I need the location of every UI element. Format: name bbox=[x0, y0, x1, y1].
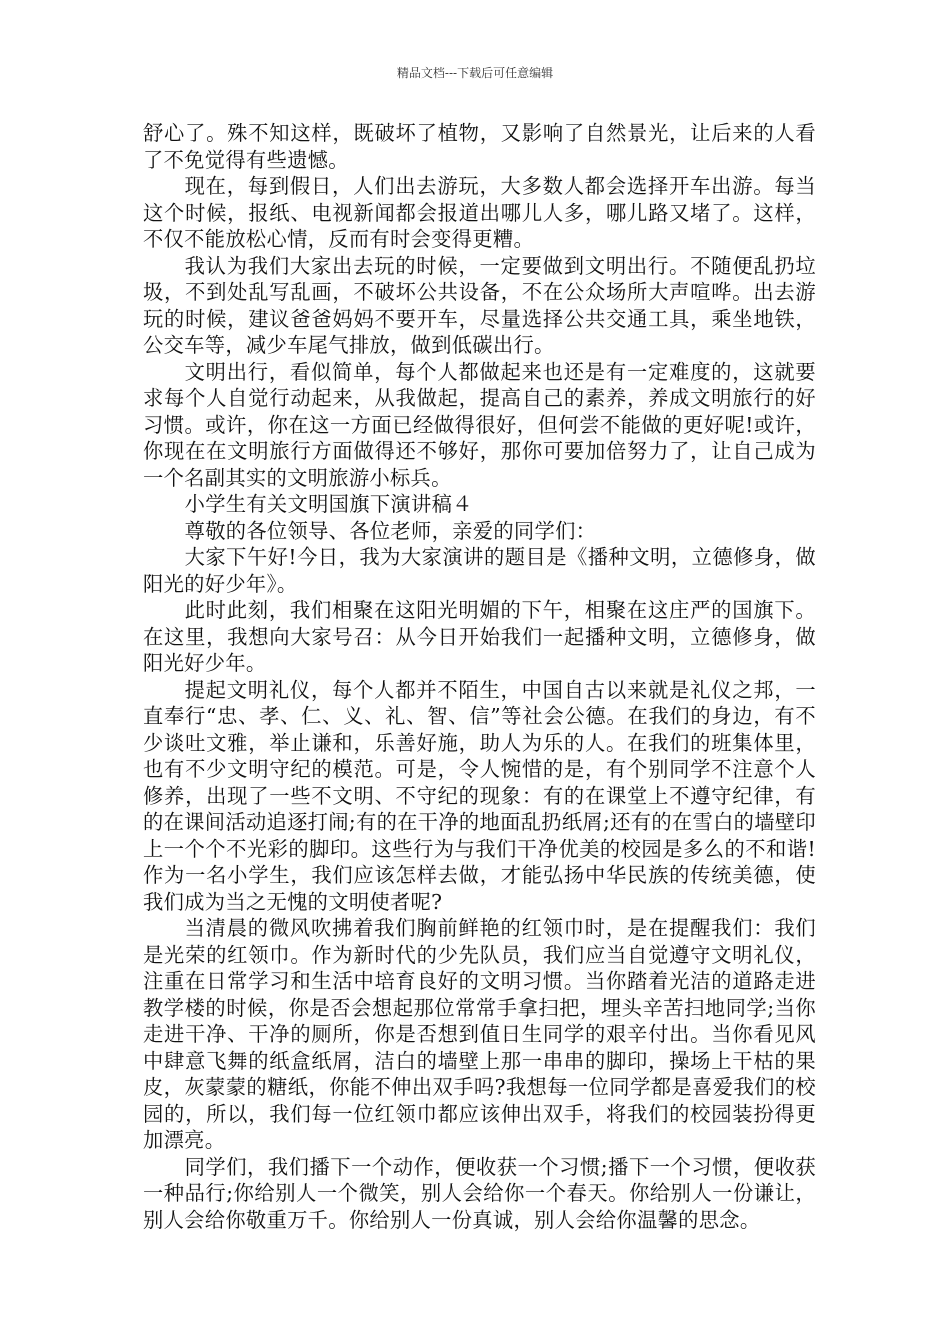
paragraph-10: 当清晨的微风吹拂着我们胸前鲜艳的红领巾时，是在提醒我们：我们是光荣的红领巾。作为新时代的少先队员，我们应当自觉遵守文明礼仪，注重在日常学习和生活中培育良好的文明习惯。当你踏着光洁的道路走进教学楼的时候，你是否会想起那位常常手拿扫把，埋头辛苦扫地同学;当你走进干净、干净的厕所，你是否想到值日生同学的艰辛付出。当你看见风中肆意飞舞的纸盒纸屑，洁白的墙壁上那一串串的脚印，操场上干枯的果皮，灰蒙蒙的糖纸，你能不伸出双手吗?我想每一位同学都是喜爱我们的校园的，所以，我们每一位红领巾都应该伸出双手，将我们的校园装扮得更加漂亮。 bbox=[143, 916, 816, 1152]
paragraph-7: 大家下午好!今日，我为大家演讲的题目是《播种文明，立德修身，做阳光的好少年》。 bbox=[143, 545, 816, 596]
page-header: 精品文档---下载后可任意编辑 bbox=[396, 66, 554, 80]
paragraph-1: 舒心了。殊不知这样，既破坏了植物，又影响了自然景光，让后来的人看了不免觉得有些遗憾。 bbox=[143, 121, 816, 172]
section-title: 小学生有关文明国旗下演讲稿４ bbox=[184, 492, 473, 516]
paragraph-4: 文明出行，看似简单，每个人都做起来也还是有一定难度的，这就要求每个人自觉行动起来，从我做起，提高自己的素养，养成文明旅行的好习惯。或许，你在这一方面已经做得很好，但何尝不能做的更好呢!或许，你现在在文明旅行方面做得还不够好，那你可要加倍努力了，让自己成为一个名副其实的文明旅游小标兵。 bbox=[143, 359, 816, 490]
paragraph-3: 我认为我们大家出去玩的时候，一定要做到文明出行。不随便乱扔垃圾，不到处乱写乱画，不破坏公共设备，不在公众场所大声喧哗。出去游玩的时候，建议爸爸妈妈不要开车，尽量选择公共交通工具，乘坐地铁，公交车等，减少车尾气排放，做到低碳出行。 bbox=[143, 253, 816, 357]
paragraph-11: 同学们，我们播下一个动作，便收获一个习惯;播下一个习惯，便收获一种品行;你给别人一个微笑，别人会给你一个春天。你给别人一份谦让，别人会给你敬重万千。你给别人一份真诚，别人会给你温馨的思念。 bbox=[143, 1154, 816, 1232]
paragraph-9: 提起文明礼仪，每个人都并不陌生，中国自古以来就是礼仪之邦，一直奉行“忠、孝、仁、义、礼、智、信”等社会公德。在我们的身边，有不少谈吐文雅，举止谦和，乐善好施，助人为乐的人。在我们的班集体里，也有不少文明守纪的模范。可是，令人惋惜的是，有个别同学不注意个人修养，出现了一些不文明、不守纪的现象：有的在课堂上不遵守纪律，有的在课间活动追逐打闹;有的在干净的地面乱扔纸屑;还有的在雪白的墙壁印上一个个不光彩的脚印。这些行为与我们干净优美的校园是多么的不和谐!作为一名小学生，我们应该怎样去做，才能弘扬中华民族的传统美德，使我们成为当之无愧的文明使者呢? bbox=[143, 677, 816, 914]
paragraph-8: 此时此刻，我们相聚在这阳光明媚的下午，相聚在这庄严的国旗下。在这里，我想向大家号召：从今日开始我们一起播种文明，立德修身，做阳光好少年。 bbox=[143, 598, 816, 675]
paragraph-2: 现在，每到假日，人们出去游玩，大多数人都会选择开车出游。每当这个时候，报纸、电视新闻都会报道出哪儿人多，哪儿路又堵了。这样，不仅不能放松心情，反而有时会变得更糟。 bbox=[143, 174, 816, 251]
document-body bbox=[143, 120, 816, 1233]
salutation: 尊敬的各位领导、各位老师，亲爱的同学们： bbox=[184, 518, 597, 543]
